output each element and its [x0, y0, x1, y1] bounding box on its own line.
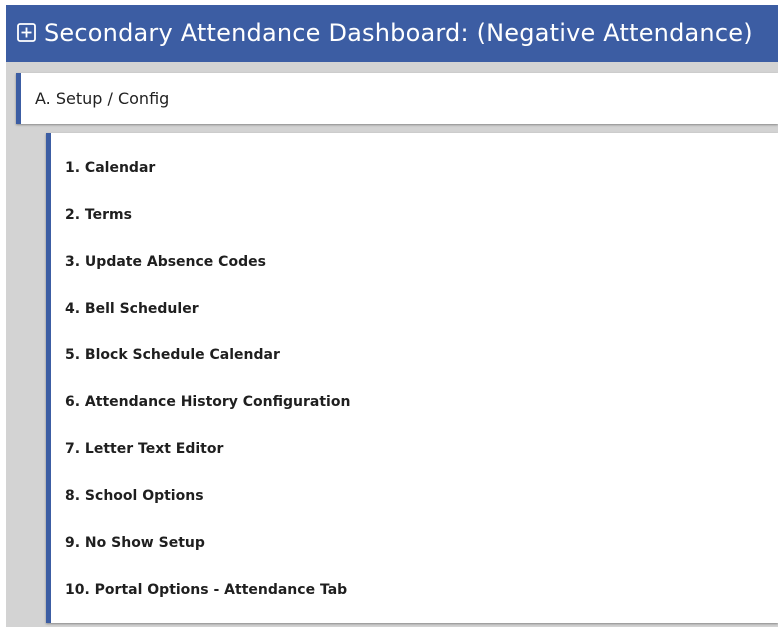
- section-label: A. Setup / Config: [35, 89, 170, 108]
- list-item-bell-scheduler[interactable]: 4. Bell Scheduler: [65, 301, 199, 317]
- list-item-calendar[interactable]: 1. Calendar: [65, 160, 156, 176]
- setup-items-list: [46, 133, 778, 623]
- list-item-update-absence-codes[interactable]: 3. Update Absence Codes: [65, 254, 266, 270]
- list-item-portal-options-attendance-tab[interactable]: 10. Portal Options - Attendance Tab: [65, 582, 348, 598]
- dashboard-title: Secondary Attendance Dashboard: (Negative Attendance): [44, 19, 753, 47]
- section-setup-config[interactable]: [16, 73, 778, 124]
- list-item-terms[interactable]: 2. Terms: [65, 207, 132, 223]
- list-item-letter-text-editor[interactable]: 7. Letter Text Editor: [65, 441, 224, 457]
- plus-square-icon[interactable]: [17, 23, 36, 42]
- list-item-no-show-setup[interactable]: 9. No Show Setup: [65, 535, 205, 551]
- list-item-attendance-history-configuration[interactable]: 6. Attendance History Configuration: [65, 394, 351, 410]
- list-item-school-options[interactable]: 8. School Options: [65, 488, 204, 504]
- list-item-block-schedule-calendar[interactable]: 5. Block Schedule Calendar: [65, 347, 280, 363]
- dashboard-header[interactable]: [6, 5, 778, 62]
